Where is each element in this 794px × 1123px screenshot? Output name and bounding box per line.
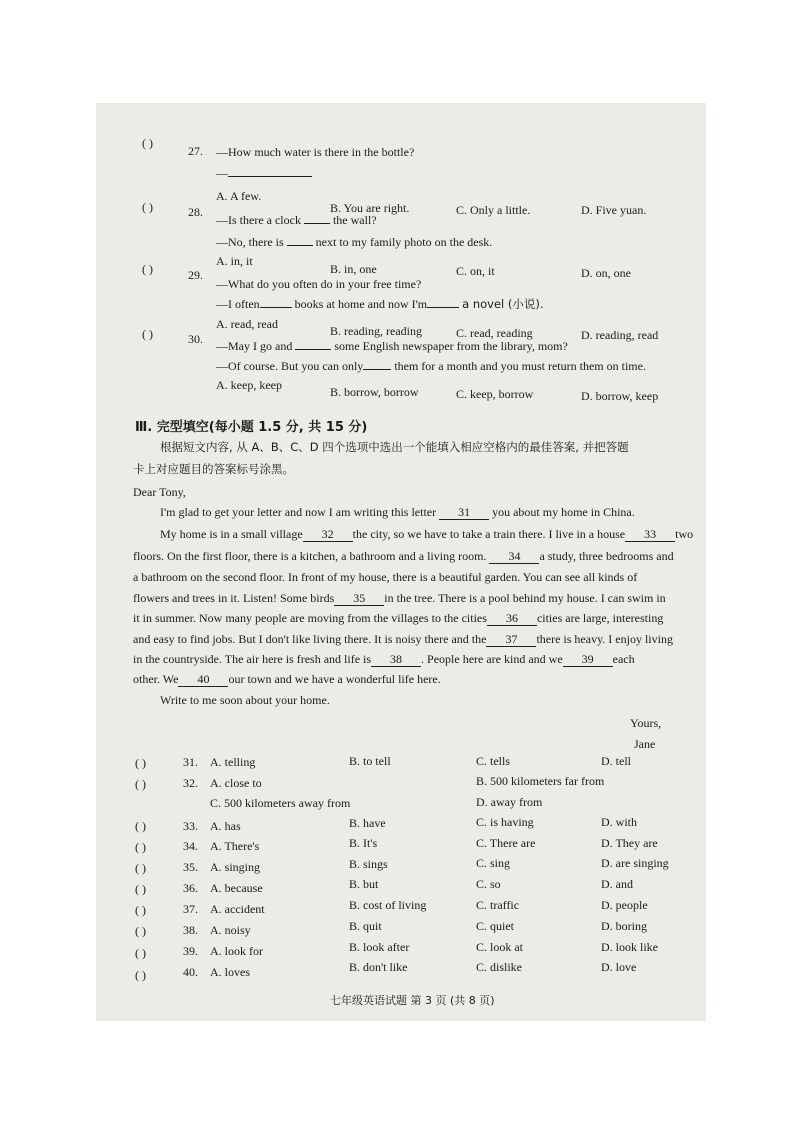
q27-option-b: B. You are right. bbox=[330, 201, 410, 215]
choice-36-number: 36. bbox=[183, 881, 198, 895]
choice-33-a: A. has bbox=[210, 819, 241, 833]
choice-35-b: B. sings bbox=[349, 857, 388, 871]
letter-yours: Yours, bbox=[630, 716, 662, 730]
q28-option-c: C. on, it bbox=[456, 264, 495, 278]
letter-line-3: floors. On the first floor, there is a kitchen, a bathroom and a living room. 34 a study, three bedrooms and bbox=[133, 549, 674, 563]
choice-39-number: 39. bbox=[183, 944, 198, 958]
letter-signature: Jane bbox=[634, 737, 656, 751]
section-heading: Ⅲ. 完型填空(每小题 1.5 分, 共 15 分) bbox=[135, 420, 368, 435]
choice-39-d: D. look like bbox=[601, 940, 658, 954]
q30-answer-paren: ( ) bbox=[142, 327, 153, 341]
q29-line1: —What do you often do in your free time? bbox=[216, 277, 422, 291]
choice-37-d: D. people bbox=[601, 898, 648, 912]
q28-option-b: B. in, one bbox=[330, 262, 377, 276]
q30-line2: —Of course. But you can only them for a month and you must return them on time. bbox=[216, 359, 646, 373]
choice-32-number: 32. bbox=[183, 776, 198, 790]
choice-31-b: B. to tell bbox=[349, 754, 391, 768]
q28-number: 28. bbox=[188, 205, 203, 219]
blank-34: 34 bbox=[489, 550, 539, 564]
choice-31-c: C. tells bbox=[476, 754, 511, 768]
q29-option-d: D. reading, read bbox=[581, 328, 659, 342]
choice-36-paren: ( ) bbox=[135, 882, 146, 896]
blank-39: 39 bbox=[563, 653, 613, 667]
choice-40-b: B. don't like bbox=[349, 960, 408, 974]
choice-40-number: 40. bbox=[183, 965, 198, 979]
q29-option-c: C. read, reading bbox=[456, 326, 533, 340]
choice-34-c: C. There are bbox=[476, 836, 536, 850]
letter-line-2: My home is in a small village 32 the city, so we have to take a train there. I live in a house 33 two bbox=[160, 527, 694, 541]
q28-line1: —Is there a clock the wall? bbox=[216, 213, 377, 227]
blank-31: 31 bbox=[439, 506, 489, 520]
choice-36-b: B. but bbox=[349, 877, 379, 891]
choice-32-d: D. away from bbox=[476, 795, 543, 809]
choice-35-number: 35. bbox=[183, 860, 198, 874]
choice-40-a: A. loves bbox=[210, 965, 250, 979]
letter-line-8: in the countryside. The air here is fresh and life is 38 . People here are kind and we 39 each bbox=[133, 652, 635, 666]
blank-38: 38 bbox=[371, 653, 421, 667]
choice-31-d: D. tell bbox=[601, 754, 631, 768]
choice-36-c: C. so bbox=[476, 877, 501, 891]
choice-38-a: A. noisy bbox=[210, 923, 251, 937]
choice-34-b: B. It's bbox=[349, 836, 378, 850]
choice-37-paren: ( ) bbox=[135, 903, 146, 917]
choice-32-paren: ( ) bbox=[135, 777, 146, 791]
choice-35-paren: ( ) bbox=[135, 861, 146, 875]
q27-answer-paren: ( ) bbox=[142, 136, 153, 150]
choice-39-a: A. look for bbox=[210, 944, 263, 958]
section-instruction-2: 卡上对应题目的答案标号涂黑。 bbox=[133, 462, 294, 476]
q30-line1: —May I go and some English newspaper from the library, mom? bbox=[216, 339, 568, 353]
choice-34-number: 34. bbox=[183, 839, 198, 853]
q30-option-d: D. borrow, keep bbox=[581, 389, 659, 403]
choice-37-c: C. traffic bbox=[476, 898, 520, 912]
q28-option-a: A. in, it bbox=[216, 254, 253, 268]
choice-40-paren: ( ) bbox=[135, 968, 146, 982]
choice-32-c: C. 500 kilometers away from bbox=[210, 796, 351, 810]
q28-line2: —No, there is next to my family photo on the desk. bbox=[216, 235, 493, 249]
choice-35-d: D. are singing bbox=[601, 856, 669, 870]
choice-38-b: B. quit bbox=[349, 919, 382, 933]
q28-answer-paren: ( ) bbox=[142, 200, 153, 214]
choice-37-a: A. accident bbox=[210, 902, 265, 916]
q29-option-b: B. reading, reading bbox=[330, 324, 422, 338]
section-instruction-1: 根据短文内容, 从 A、B、C、D 四个选项中选出一个能填入相应空格内的最佳答案, 并把答题 bbox=[160, 440, 629, 454]
q30-number: 30. bbox=[188, 332, 203, 346]
choice-33-d: D. with bbox=[601, 815, 637, 829]
blank-40: 40 bbox=[178, 673, 228, 687]
q29-line2: —I often books at home and now I'm a novel (小说). bbox=[216, 297, 544, 311]
choice-35-a: A. singing bbox=[210, 860, 261, 874]
choice-38-paren: ( ) bbox=[135, 924, 146, 938]
choice-33-paren: ( ) bbox=[135, 819, 146, 833]
choice-34-a: A. There's bbox=[210, 839, 260, 853]
choice-34-paren: ( ) bbox=[135, 840, 146, 854]
q27-line2: — bbox=[216, 166, 312, 181]
choice-32-a: A. close to bbox=[210, 776, 262, 790]
letter-line-7: and easy to find jobs. But I don't like living there. It is noisy there and the 37 there is heavy. I enjoy living bbox=[133, 632, 673, 646]
q27-blank bbox=[228, 176, 312, 177]
q30-option-b: B. borrow, borrow bbox=[330, 385, 419, 399]
q29-answer-paren: ( ) bbox=[142, 262, 153, 276]
choice-34-d: D. They are bbox=[601, 836, 658, 850]
letter-closing: Write to me soon about your home. bbox=[160, 693, 330, 707]
choice-31-paren: ( ) bbox=[135, 756, 146, 770]
choice-39-paren: ( ) bbox=[135, 946, 146, 960]
choice-36-a: A. because bbox=[210, 881, 263, 895]
choice-32-b: B. 500 kilometers far from bbox=[476, 774, 605, 788]
q27-number: 27. bbox=[188, 144, 203, 158]
letter-line-9: other. We 40 our town and we have a wonderful life here. bbox=[133, 672, 441, 686]
choice-31-a: A. telling bbox=[210, 755, 256, 769]
choice-40-d: D. love bbox=[601, 960, 637, 974]
choice-35-c: C. sing bbox=[476, 856, 511, 870]
choice-37-b: B. cost of living bbox=[349, 898, 427, 912]
choice-39-b: B. look after bbox=[349, 940, 410, 954]
letter-greeting: Dear Tony, bbox=[133, 485, 186, 499]
q30-option-c: C. keep, borrow bbox=[456, 387, 534, 401]
choice-33-b: B. have bbox=[349, 816, 386, 830]
q27-option-c: C. Only a little. bbox=[456, 203, 531, 217]
choice-36-d: D. and bbox=[601, 877, 633, 891]
letter-line-6: it in summer. Now many people are moving from the villages to the cities 36 cities are large, interesting bbox=[133, 611, 664, 625]
choice-31-number: 31. bbox=[183, 755, 198, 769]
choice-33-number: 33. bbox=[183, 819, 198, 833]
page-footer: 七年级英语试题 第 3 页 (共 8 页) bbox=[330, 994, 495, 1007]
q30-option-a: A. keep, keep bbox=[216, 378, 282, 392]
letter-line-5: flowers and trees in it. Listen! Some birds 35 in the tree. There is a pool behind my house. I can swim in bbox=[133, 591, 666, 605]
q28-option-d: D. on, one bbox=[581, 266, 631, 280]
blank-35: 35 bbox=[334, 592, 384, 606]
blank-32: 32 bbox=[303, 528, 353, 542]
letter-line-4: a bathroom on the second floor. In front of my house, there is a beautiful garden. You can see all kinds of bbox=[133, 570, 638, 584]
q27-line1: —How much water is there in the bottle? bbox=[216, 145, 415, 159]
blank-33: 33 bbox=[625, 528, 675, 542]
q27-option-a: A. A few. bbox=[216, 189, 262, 203]
blank-36: 36 bbox=[487, 612, 537, 626]
choice-39-c: C. look at bbox=[476, 940, 523, 954]
choice-37-number: 37. bbox=[183, 902, 198, 916]
choice-38-c: C. quiet bbox=[476, 919, 514, 933]
choice-38-d: D. boring bbox=[601, 919, 647, 933]
choice-38-number: 38. bbox=[183, 923, 198, 937]
q29-option-a: A. read, read bbox=[216, 317, 278, 331]
q27-option-d: D. Five yuan. bbox=[581, 203, 647, 217]
letter-line-1: I'm glad to get your letter and now I am writing this letter 31 you about my home in China. bbox=[160, 505, 635, 519]
q29-number: 29. bbox=[188, 268, 203, 282]
choice-40-c: C. dislike bbox=[476, 960, 523, 974]
blank-37: 37 bbox=[486, 633, 536, 647]
choice-33-c: C. is having bbox=[476, 815, 534, 829]
